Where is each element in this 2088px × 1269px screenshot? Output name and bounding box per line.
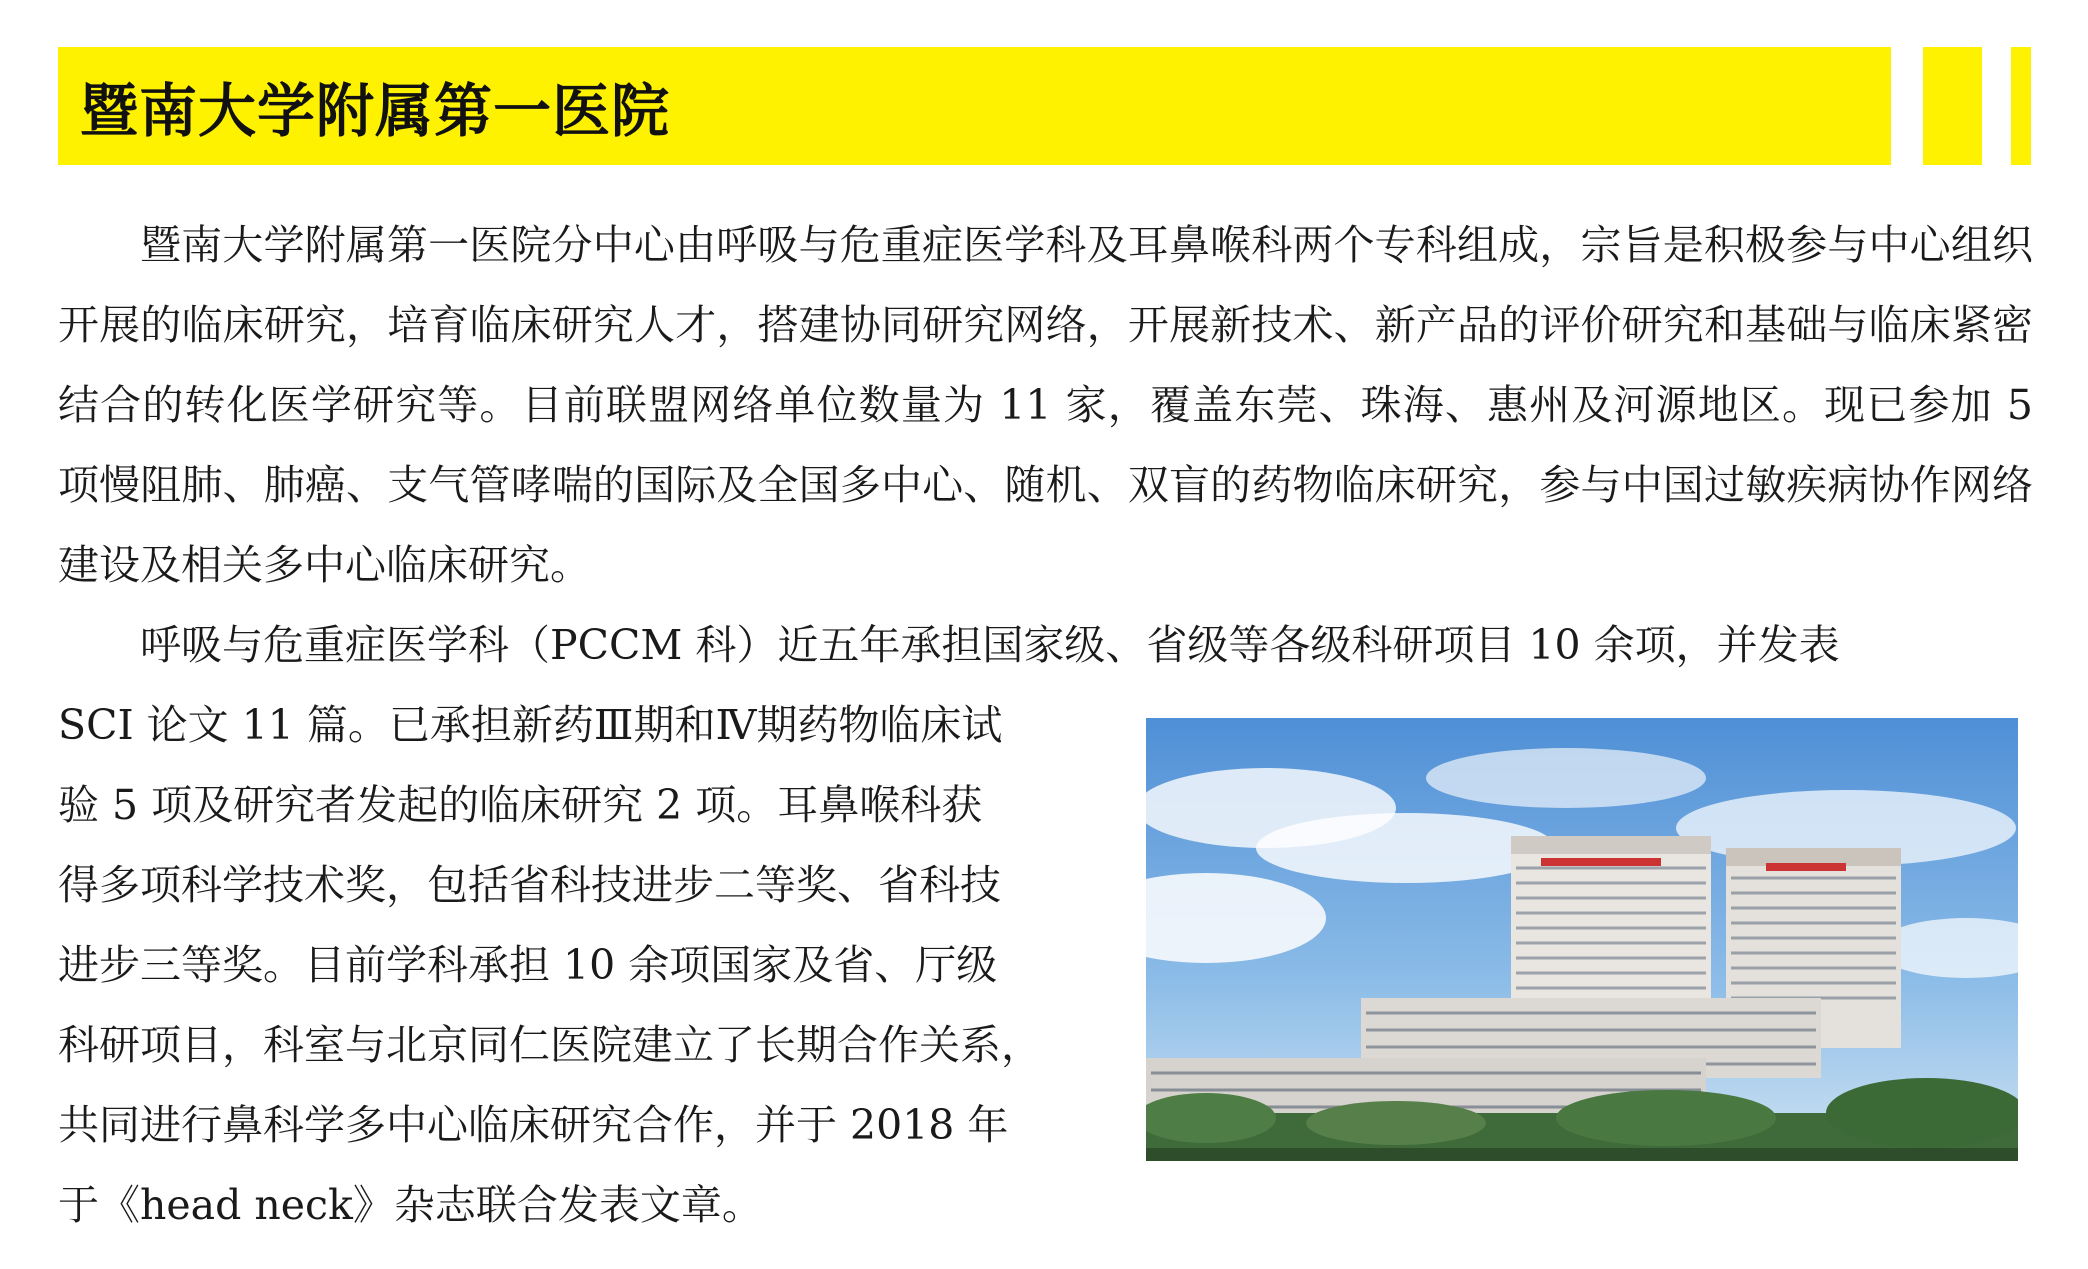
accent-block-small	[2011, 47, 2031, 165]
text-line: 共同进行鼻科学多中心临床研究合作，并于 2018 年	[58, 1101, 1009, 1149]
page-title: 暨南大学附属第一医院	[80, 77, 671, 145]
text-line: 得多项科学技术奖，包括省科技进步二等奖、省科技	[58, 861, 1001, 909]
text-line: 科研项目，科室与北京同仁医院建立了长期合作关系，	[58, 1021, 1042, 1069]
accent-block	[1923, 47, 1982, 165]
paragraph-pccm-continued	[58, 685, 1118, 1245]
paragraph-intro: 暨南大学附属第一医院分中心由呼吸与危重症医学科及耳鼻喉科两个专科组成，宗旨是积极参与中心组织开展的临床研究，培育临床研究人才，搭建协同研究网络，开展新技术、新产品的评价研究和基础与临床紧密结合的转化医学研究等。目前联盟网络单位数量为 11 家，覆盖东莞、珠海、惠州及河源地区。现已参加 5 项慢阻肺、肺癌、支气管哮喘的国际及全国多中心、随机、双盲的药物临床研究，参与中国过敏疾病协作网络建设及相关多中心临床研究。	[58, 221, 2033, 589]
paragraph-pccm-first-line: 呼吸与危重症医学科（PCCM 科）近五年承担国家级、省级等各级科研项目 10 余项，并发表	[140, 621, 1840, 669]
text-line: 进步三等奖。目前学科承担 10 余项国家及省、厅级	[58, 941, 998, 989]
text-line: 验 5 项及研究者发起的临床研究 2 项。耳鼻喉科获	[58, 781, 983, 829]
text-line: 于《head neck》杂志联合发表文章。	[58, 1181, 763, 1229]
hospital-building-photo	[1146, 718, 2018, 1161]
title-bar	[58, 47, 1891, 165]
text-line: SCI 论文 11 篇。已承担新药Ⅲ期和Ⅳ期药物临床试	[58, 701, 1003, 749]
